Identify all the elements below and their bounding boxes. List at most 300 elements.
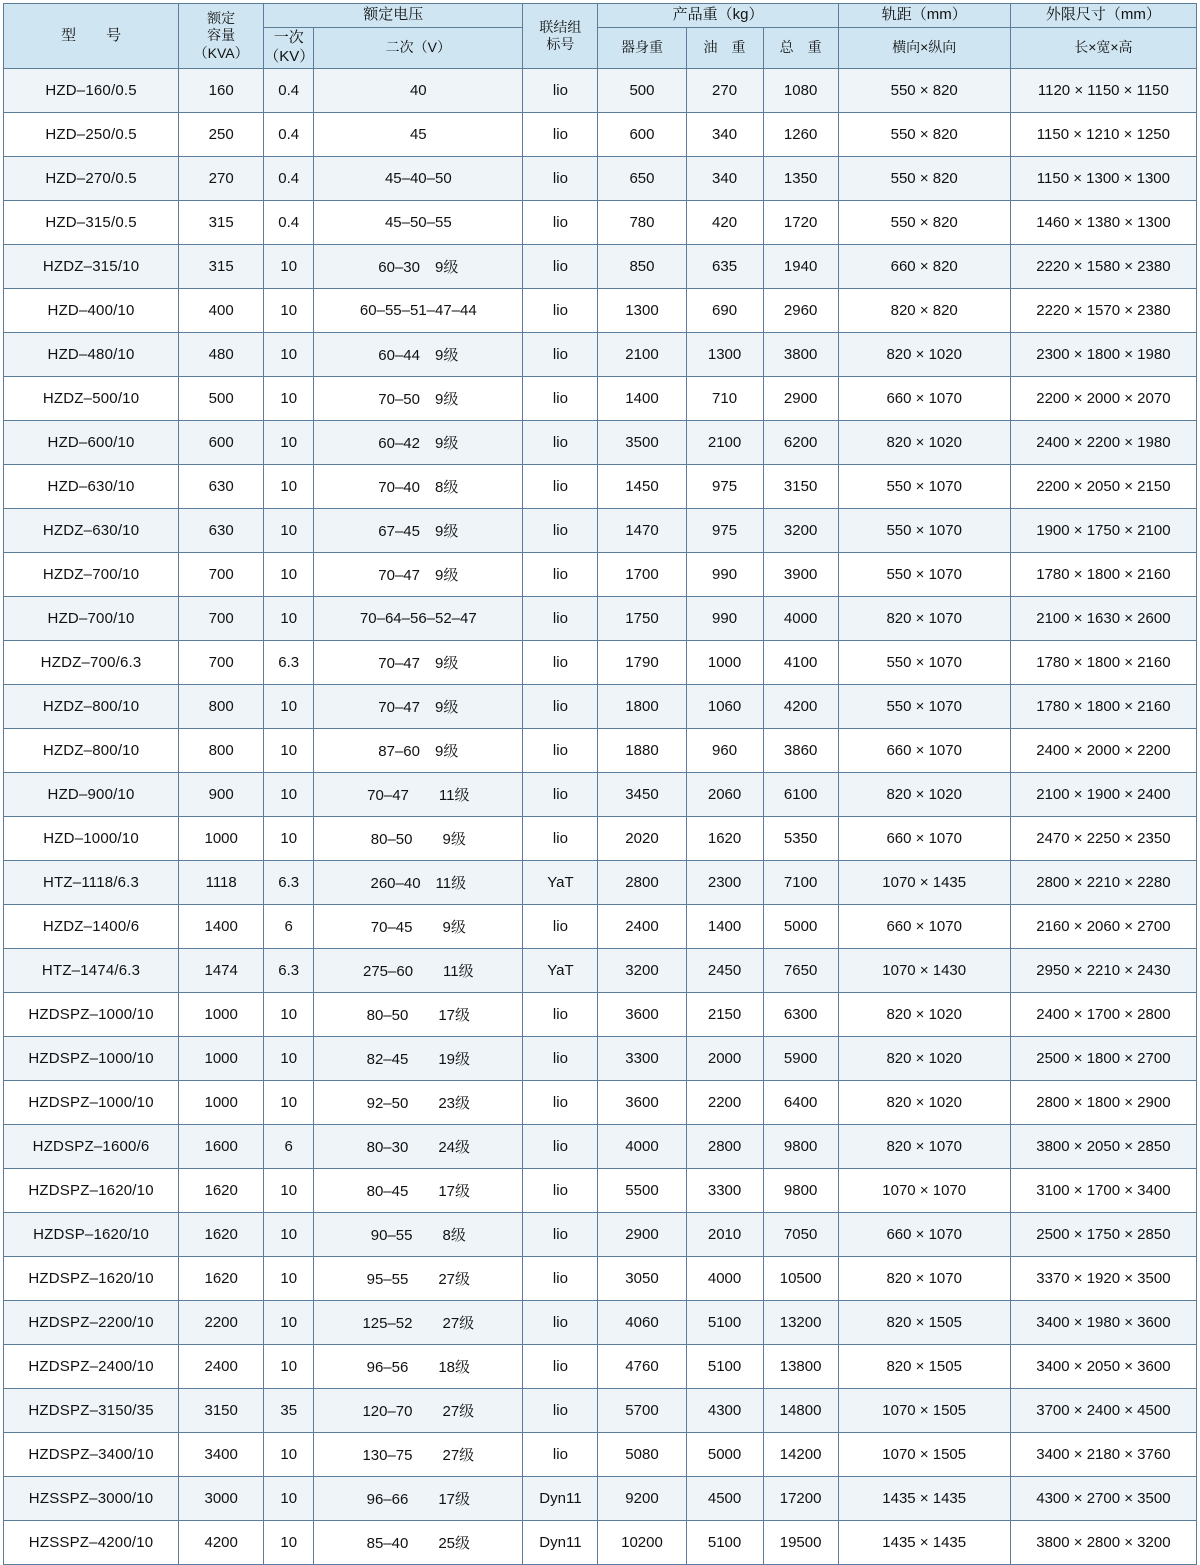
cell-capacity: 3000 — [179, 1477, 264, 1521]
cell-secondary-voltage: 60–42 9级 — [314, 421, 523, 465]
header-oil-weight: 油 重 — [686, 28, 763, 69]
table-row — [4, 201, 1197, 245]
cell-capacity: 600 — [179, 421, 264, 465]
cell-overall-size: 1780 × 1800 × 2160 — [1010, 553, 1196, 597]
cell-track-gauge: 550 × 1070 — [838, 465, 1010, 509]
table-row — [4, 69, 1197, 113]
cell-model: HTZ–1118/6.3 — [4, 861, 179, 905]
cell-track-gauge: 1435 × 1435 — [838, 1477, 1010, 1521]
cell-body-weight: 500 — [598, 69, 686, 113]
cell-model: HZDSPZ–3400/10 — [4, 1433, 179, 1477]
cell-total-weight: 6300 — [763, 993, 838, 1037]
cell-connection-group: lio — [523, 1345, 598, 1389]
cell-primary-voltage: 10 — [264, 1477, 314, 1521]
cell-body-weight: 10200 — [598, 1521, 686, 1565]
cell-overall-size: 2220 × 1580 × 2380 — [1010, 245, 1196, 289]
cell-overall-size: 2300 × 1800 × 1980 — [1010, 333, 1196, 377]
cell-capacity: 160 — [179, 69, 264, 113]
table-row — [4, 773, 1197, 817]
cell-connection-group: lio — [523, 1257, 598, 1301]
cell-track-gauge: 820 × 1020 — [838, 333, 1010, 377]
cell-body-weight: 850 — [598, 245, 686, 289]
cell-body-weight: 3200 — [598, 949, 686, 993]
cell-secondary-voltage: 60–55–51–47–44 — [314, 289, 523, 333]
cell-overall-size: 2800 × 1800 × 2900 — [1010, 1081, 1196, 1125]
table-row — [4, 1125, 1197, 1169]
cell-secondary-voltage: 125–52 27级 — [314, 1301, 523, 1345]
cell-oil-weight: 1300 — [686, 333, 763, 377]
cell-connection-group: lio — [523, 289, 598, 333]
cell-track-gauge: 550 × 820 — [838, 157, 1010, 201]
cell-secondary-voltage: 275–60 11级 — [314, 949, 523, 993]
cell-total-weight: 7050 — [763, 1213, 838, 1257]
header-secondary-voltage: 二次（V） — [314, 28, 523, 69]
cell-overall-size: 2160 × 2060 × 2700 — [1010, 905, 1196, 949]
cell-connection-group: lio — [523, 1037, 598, 1081]
cell-primary-voltage: 10 — [264, 1169, 314, 1213]
cell-capacity: 250 — [179, 113, 264, 157]
cell-total-weight: 4000 — [763, 597, 838, 641]
cell-connection-group: lio — [523, 641, 598, 685]
cell-capacity: 1000 — [179, 817, 264, 861]
cell-model: HZSSPZ–3000/10 — [4, 1477, 179, 1521]
cell-total-weight: 7650 — [763, 949, 838, 993]
cell-oil-weight: 690 — [686, 289, 763, 333]
cell-connection-group: lio — [523, 1081, 598, 1125]
cell-total-weight: 6200 — [763, 421, 838, 465]
cell-track-gauge: 550 × 820 — [838, 113, 1010, 157]
cell-oil-weight: 2060 — [686, 773, 763, 817]
cell-track-gauge: 820 × 1020 — [838, 1081, 1010, 1125]
cell-total-weight: 17200 — [763, 1477, 838, 1521]
cell-body-weight: 1790 — [598, 641, 686, 685]
cell-oil-weight: 270 — [686, 69, 763, 113]
cell-connection-group: lio — [523, 69, 598, 113]
cell-total-weight: 4100 — [763, 641, 838, 685]
cell-model: HZDSPZ–3150/35 — [4, 1389, 179, 1433]
cell-secondary-voltage: 70–40 8级 — [314, 465, 523, 509]
cell-primary-voltage: 10 — [264, 1521, 314, 1565]
cell-oil-weight: 975 — [686, 509, 763, 553]
cell-connection-group: YaT — [523, 949, 598, 993]
cell-connection-group: Dyn11 — [523, 1521, 598, 1565]
header-primary-voltage-line2: （KV） — [264, 48, 315, 66]
cell-connection-group: lio — [523, 1125, 598, 1169]
cell-body-weight: 5700 — [598, 1389, 686, 1433]
cell-total-weight: 13200 — [763, 1301, 838, 1345]
cell-model: HZD–1000/10 — [4, 817, 179, 861]
cell-track-gauge: 1070 × 1070 — [838, 1169, 1010, 1213]
cell-capacity: 1620 — [179, 1213, 264, 1257]
cell-overall-size: 2220 × 1570 × 2380 — [1010, 289, 1196, 333]
cell-overall-size: 2200 × 2000 × 2070 — [1010, 377, 1196, 421]
cell-total-weight: 1720 — [763, 201, 838, 245]
cell-oil-weight: 4500 — [686, 1477, 763, 1521]
cell-total-weight: 2900 — [763, 377, 838, 421]
cell-primary-voltage: 10 — [264, 1081, 314, 1125]
cell-oil-weight: 2010 — [686, 1213, 763, 1257]
cell-capacity: 315 — [179, 245, 264, 289]
cell-model: HZD–700/10 — [4, 597, 179, 641]
cell-connection-group: lio — [523, 465, 598, 509]
cell-connection-group: lio — [523, 817, 598, 861]
cell-body-weight: 2400 — [598, 905, 686, 949]
cell-oil-weight: 5100 — [686, 1301, 763, 1345]
cell-secondary-voltage: 80–30 24级 — [314, 1125, 523, 1169]
cell-model: HTZ–1474/6.3 — [4, 949, 179, 993]
cell-secondary-voltage: 92–50 23级 — [314, 1081, 523, 1125]
cell-secondary-voltage: 70–47 11级 — [314, 773, 523, 817]
header-total-weight: 总 重 — [763, 28, 838, 69]
cell-capacity: 1000 — [179, 993, 264, 1037]
cell-model: HZD–160/0.5 — [4, 69, 179, 113]
cell-overall-size: 1150 × 1210 × 1250 — [1010, 113, 1196, 157]
table-row — [4, 245, 1197, 289]
cell-total-weight: 13800 — [763, 1345, 838, 1389]
cell-capacity: 1000 — [179, 1081, 264, 1125]
cell-total-weight: 3800 — [763, 333, 838, 377]
cell-secondary-voltage: 70–64–56–52–47 — [314, 597, 523, 641]
cell-primary-voltage: 0.4 — [264, 69, 314, 113]
table-row — [4, 641, 1197, 685]
cell-oil-weight: 5100 — [686, 1345, 763, 1389]
cell-body-weight: 1450 — [598, 465, 686, 509]
cell-secondary-voltage: 45 — [314, 113, 523, 157]
header-rated-capacity-line1: 额定 — [207, 9, 236, 26]
table-row — [4, 1301, 1197, 1345]
cell-connection-group: Dyn11 — [523, 1477, 598, 1521]
cell-secondary-voltage: 130–75 27级 — [314, 1433, 523, 1477]
cell-secondary-voltage: 67–45 9级 — [314, 509, 523, 553]
cell-track-gauge: 820 × 1020 — [838, 993, 1010, 1037]
cell-total-weight: 14200 — [763, 1433, 838, 1477]
cell-oil-weight: 2200 — [686, 1081, 763, 1125]
cell-model: HZD–270/0.5 — [4, 157, 179, 201]
table-row — [4, 509, 1197, 553]
cell-connection-group: YaT — [523, 861, 598, 905]
cell-oil-weight: 990 — [686, 597, 763, 641]
cell-overall-size: 1120 × 1150 × 1150 — [1010, 69, 1196, 113]
cell-primary-voltage: 6.3 — [264, 861, 314, 905]
cell-model: HZD–600/10 — [4, 421, 179, 465]
cell-capacity: 2400 — [179, 1345, 264, 1389]
cell-overall-size: 1150 × 1300 × 1300 — [1010, 157, 1196, 201]
cell-connection-group: lio — [523, 333, 598, 377]
cell-overall-size: 3700 × 2400 × 4500 — [1010, 1389, 1196, 1433]
header-primary-voltage — [264, 28, 314, 69]
cell-track-gauge: 1070 × 1435 — [838, 861, 1010, 905]
cell-overall-size: 4300 × 2700 × 3500 — [1010, 1477, 1196, 1521]
cell-secondary-voltage: 96–66 17级 — [314, 1477, 523, 1521]
table-row — [4, 1081, 1197, 1125]
table-row — [4, 333, 1197, 377]
cell-overall-size: 2400 × 1700 × 2800 — [1010, 993, 1196, 1037]
cell-connection-group: lio — [523, 421, 598, 465]
cell-connection-group: lio — [523, 773, 598, 817]
cell-primary-voltage: 35 — [264, 1389, 314, 1433]
cell-body-weight: 2800 — [598, 861, 686, 905]
cell-model: HZDSP–1620/10 — [4, 1213, 179, 1257]
cell-body-weight: 3600 — [598, 993, 686, 1037]
cell-track-gauge: 660 × 1070 — [838, 729, 1010, 773]
cell-primary-voltage: 6 — [264, 905, 314, 949]
table-row — [4, 1477, 1197, 1521]
cell-primary-voltage: 10 — [264, 553, 314, 597]
cell-capacity: 500 — [179, 377, 264, 421]
cell-overall-size: 1780 × 1800 × 2160 — [1010, 641, 1196, 685]
cell-overall-size: 2400 × 2200 × 1980 — [1010, 421, 1196, 465]
cell-primary-voltage: 10 — [264, 773, 314, 817]
cell-connection-group: lio — [523, 1169, 598, 1213]
cell-primary-voltage: 10 — [264, 421, 314, 465]
cell-capacity: 3150 — [179, 1389, 264, 1433]
cell-model: HZD–400/10 — [4, 289, 179, 333]
cell-total-weight: 7100 — [763, 861, 838, 905]
table-row — [4, 289, 1197, 333]
cell-overall-size: 2470 × 2250 × 2350 — [1010, 817, 1196, 861]
cell-primary-voltage: 10 — [264, 1213, 314, 1257]
cell-track-gauge: 550 × 1070 — [838, 685, 1010, 729]
cell-total-weight: 5900 — [763, 1037, 838, 1081]
table-row — [4, 465, 1197, 509]
cell-secondary-voltage: 120–70 27级 — [314, 1389, 523, 1433]
cell-track-gauge: 550 × 820 — [838, 69, 1010, 113]
table-row — [4, 377, 1197, 421]
cell-body-weight: 780 — [598, 201, 686, 245]
cell-oil-weight: 1620 — [686, 817, 763, 861]
table-row — [4, 1389, 1197, 1433]
cell-total-weight: 5000 — [763, 905, 838, 949]
cell-model: HZDZ–700/10 — [4, 553, 179, 597]
cell-connection-group: lio — [523, 201, 598, 245]
cell-connection-group: lio — [523, 729, 598, 773]
cell-capacity: 400 — [179, 289, 264, 333]
cell-body-weight: 2020 — [598, 817, 686, 861]
table-row — [4, 1037, 1197, 1081]
cell-capacity: 480 — [179, 333, 264, 377]
cell-primary-voltage: 10 — [264, 817, 314, 861]
cell-track-gauge: 550 × 820 — [838, 201, 1010, 245]
cell-track-gauge: 1070 × 1505 — [838, 1433, 1010, 1477]
cell-oil-weight: 990 — [686, 553, 763, 597]
cell-body-weight: 2900 — [598, 1213, 686, 1257]
cell-secondary-voltage: 260–40 11级 — [314, 861, 523, 905]
cell-primary-voltage: 6.3 — [264, 641, 314, 685]
cell-track-gauge: 820 × 1070 — [838, 597, 1010, 641]
cell-oil-weight: 5100 — [686, 1521, 763, 1565]
cell-total-weight: 14800 — [763, 1389, 838, 1433]
header-rated-voltage: 额定电压 — [264, 4, 523, 28]
cell-body-weight: 9200 — [598, 1477, 686, 1521]
table-row — [4, 729, 1197, 773]
cell-overall-size: 1780 × 1800 × 2160 — [1010, 685, 1196, 729]
cell-track-gauge: 820 × 1020 — [838, 773, 1010, 817]
cell-oil-weight: 4000 — [686, 1257, 763, 1301]
cell-total-weight: 1080 — [763, 69, 838, 113]
cell-track-gauge: 820 × 820 — [838, 289, 1010, 333]
cell-capacity: 630 — [179, 509, 264, 553]
table-row — [4, 1345, 1197, 1389]
cell-track-gauge: 820 × 1020 — [838, 1037, 1010, 1081]
cell-model: HZD–315/0.5 — [4, 201, 179, 245]
header-connection-group — [523, 4, 598, 69]
table-row — [4, 949, 1197, 993]
cell-model: HZDSPZ–1000/10 — [4, 1081, 179, 1125]
cell-secondary-voltage: 95–55 27级 — [314, 1257, 523, 1301]
cell-model: HZDZ–700/6.3 — [4, 641, 179, 685]
header-connection-group-line2: 标号 — [546, 36, 575, 52]
cell-primary-voltage: 0.4 — [264, 113, 314, 157]
cell-total-weight: 5350 — [763, 817, 838, 861]
cell-capacity: 1118 — [179, 861, 264, 905]
cell-primary-voltage: 10 — [264, 729, 314, 773]
cell-track-gauge: 820 × 1070 — [838, 1257, 1010, 1301]
cell-secondary-voltage: 90–55 8级 — [314, 1213, 523, 1257]
cell-model: HZDSPZ–1000/10 — [4, 1037, 179, 1081]
cell-model: HZDSPZ–2200/10 — [4, 1301, 179, 1345]
cell-overall-size: 2500 × 1800 × 2700 — [1010, 1037, 1196, 1081]
cell-secondary-voltage: 80–45 17级 — [314, 1169, 523, 1213]
cell-total-weight: 1350 — [763, 157, 838, 201]
header-product-weight: 产品重（kg） — [598, 4, 838, 28]
cell-body-weight: 3050 — [598, 1257, 686, 1301]
header-overall-size: 外限尺寸（mm） — [1010, 4, 1196, 28]
cell-model: HZDZ–800/10 — [4, 685, 179, 729]
cell-model: HZDSPZ–1620/10 — [4, 1257, 179, 1301]
cell-body-weight: 4760 — [598, 1345, 686, 1389]
table-row — [4, 1257, 1197, 1301]
cell-track-gauge: 660 × 820 — [838, 245, 1010, 289]
cell-capacity: 315 — [179, 201, 264, 245]
cell-total-weight: 3900 — [763, 553, 838, 597]
header-model: 型 号 — [4, 4, 179, 69]
cell-secondary-voltage: 70–47 9级 — [314, 685, 523, 729]
cell-total-weight: 19500 — [763, 1521, 838, 1565]
cell-body-weight: 4060 — [598, 1301, 686, 1345]
cell-connection-group: lio — [523, 509, 598, 553]
cell-primary-voltage: 10 — [264, 1037, 314, 1081]
cell-capacity: 1474 — [179, 949, 264, 993]
cell-track-gauge: 820 × 1505 — [838, 1345, 1010, 1389]
cell-track-gauge: 1070 × 1430 — [838, 949, 1010, 993]
header-connection-group-line1: 联结组 — [539, 18, 582, 35]
cell-oil-weight: 2100 — [686, 421, 763, 465]
cell-primary-voltage: 10 — [264, 993, 314, 1037]
cell-oil-weight: 5000 — [686, 1433, 763, 1477]
cell-body-weight: 1300 — [598, 289, 686, 333]
cell-body-weight: 650 — [598, 157, 686, 201]
cell-body-weight: 600 — [598, 113, 686, 157]
cell-body-weight: 3450 — [598, 773, 686, 817]
cell-oil-weight: 960 — [686, 729, 763, 773]
cell-overall-size: 3100 × 1700 × 3400 — [1010, 1169, 1196, 1213]
cell-total-weight: 9800 — [763, 1125, 838, 1169]
cell-capacity: 700 — [179, 553, 264, 597]
cell-capacity: 700 — [179, 597, 264, 641]
cell-model: HZDSPZ–1000/10 — [4, 993, 179, 1037]
cell-primary-voltage: 10 — [264, 1301, 314, 1345]
cell-primary-voltage: 10 — [264, 1257, 314, 1301]
cell-model: HZD–250/0.5 — [4, 113, 179, 157]
cell-track-gauge: 550 × 1070 — [838, 641, 1010, 685]
cell-capacity: 1400 — [179, 905, 264, 949]
cell-capacity: 1620 — [179, 1257, 264, 1301]
cell-body-weight: 1800 — [598, 685, 686, 729]
table-row — [4, 113, 1197, 157]
table-row — [4, 861, 1197, 905]
cell-connection-group: lio — [523, 905, 598, 949]
cell-overall-size: 2950 × 2210 × 2430 — [1010, 949, 1196, 993]
cell-total-weight: 2960 — [763, 289, 838, 333]
cell-body-weight: 5080 — [598, 1433, 686, 1477]
cell-connection-group: lio — [523, 993, 598, 1037]
cell-track-gauge: 550 × 1070 — [838, 553, 1010, 597]
cell-oil-weight: 2000 — [686, 1037, 763, 1081]
specification-table — [3, 3, 1197, 1565]
table-row — [4, 597, 1197, 641]
cell-model: HZSSPZ–4200/10 — [4, 1521, 179, 1565]
cell-body-weight: 1400 — [598, 377, 686, 421]
cell-model: HZDSPZ–2400/10 — [4, 1345, 179, 1389]
cell-total-weight: 3860 — [763, 729, 838, 773]
cell-capacity: 1600 — [179, 1125, 264, 1169]
cell-secondary-voltage: 70–47 9级 — [314, 553, 523, 597]
table-row — [4, 817, 1197, 861]
cell-oil-weight: 340 — [686, 113, 763, 157]
cell-connection-group: lio — [523, 1301, 598, 1345]
cell-model: HZDZ–1400/6 — [4, 905, 179, 949]
cell-total-weight: 4200 — [763, 685, 838, 729]
cell-capacity: 3400 — [179, 1433, 264, 1477]
cell-secondary-voltage: 45–40–50 — [314, 157, 523, 201]
cell-model: HZD–630/10 — [4, 465, 179, 509]
cell-primary-voltage: 0.4 — [264, 201, 314, 245]
cell-model: HZD–900/10 — [4, 773, 179, 817]
cell-oil-weight: 2800 — [686, 1125, 763, 1169]
cell-capacity: 1620 — [179, 1169, 264, 1213]
cell-oil-weight: 1000 — [686, 641, 763, 685]
cell-model: HZDZ–315/10 — [4, 245, 179, 289]
cell-model: HZDSPZ–1600/6 — [4, 1125, 179, 1169]
cell-oil-weight: 635 — [686, 245, 763, 289]
cell-primary-voltage: 10 — [264, 1433, 314, 1477]
cell-capacity: 900 — [179, 773, 264, 817]
cell-oil-weight: 340 — [686, 157, 763, 201]
header-track-gauge: 轨距（mm） — [838, 4, 1010, 28]
cell-track-gauge: 820 × 1070 — [838, 1125, 1010, 1169]
cell-total-weight: 1260 — [763, 113, 838, 157]
cell-body-weight: 3500 — [598, 421, 686, 465]
cell-oil-weight: 420 — [686, 201, 763, 245]
cell-overall-size: 2400 × 2000 × 2200 — [1010, 729, 1196, 773]
cell-body-weight: 1750 — [598, 597, 686, 641]
cell-secondary-voltage: 40 — [314, 69, 523, 113]
header-overall-size-sub: 长×宽×高 — [1010, 28, 1196, 69]
cell-oil-weight: 4300 — [686, 1389, 763, 1433]
cell-overall-size: 3400 × 1980 × 3600 — [1010, 1301, 1196, 1345]
cell-overall-size: 2200 × 2050 × 2150 — [1010, 465, 1196, 509]
cell-primary-voltage: 10 — [264, 509, 314, 553]
cell-primary-voltage: 10 — [264, 597, 314, 641]
cell-capacity: 630 — [179, 465, 264, 509]
cell-track-gauge: 660 × 1070 — [838, 377, 1010, 421]
cell-primary-voltage: 6 — [264, 1125, 314, 1169]
cell-oil-weight: 2450 — [686, 949, 763, 993]
cell-total-weight: 3150 — [763, 465, 838, 509]
cell-model: HZDZ–500/10 — [4, 377, 179, 421]
cell-secondary-voltage: 70–45 9级 — [314, 905, 523, 949]
cell-body-weight: 2100 — [598, 333, 686, 377]
